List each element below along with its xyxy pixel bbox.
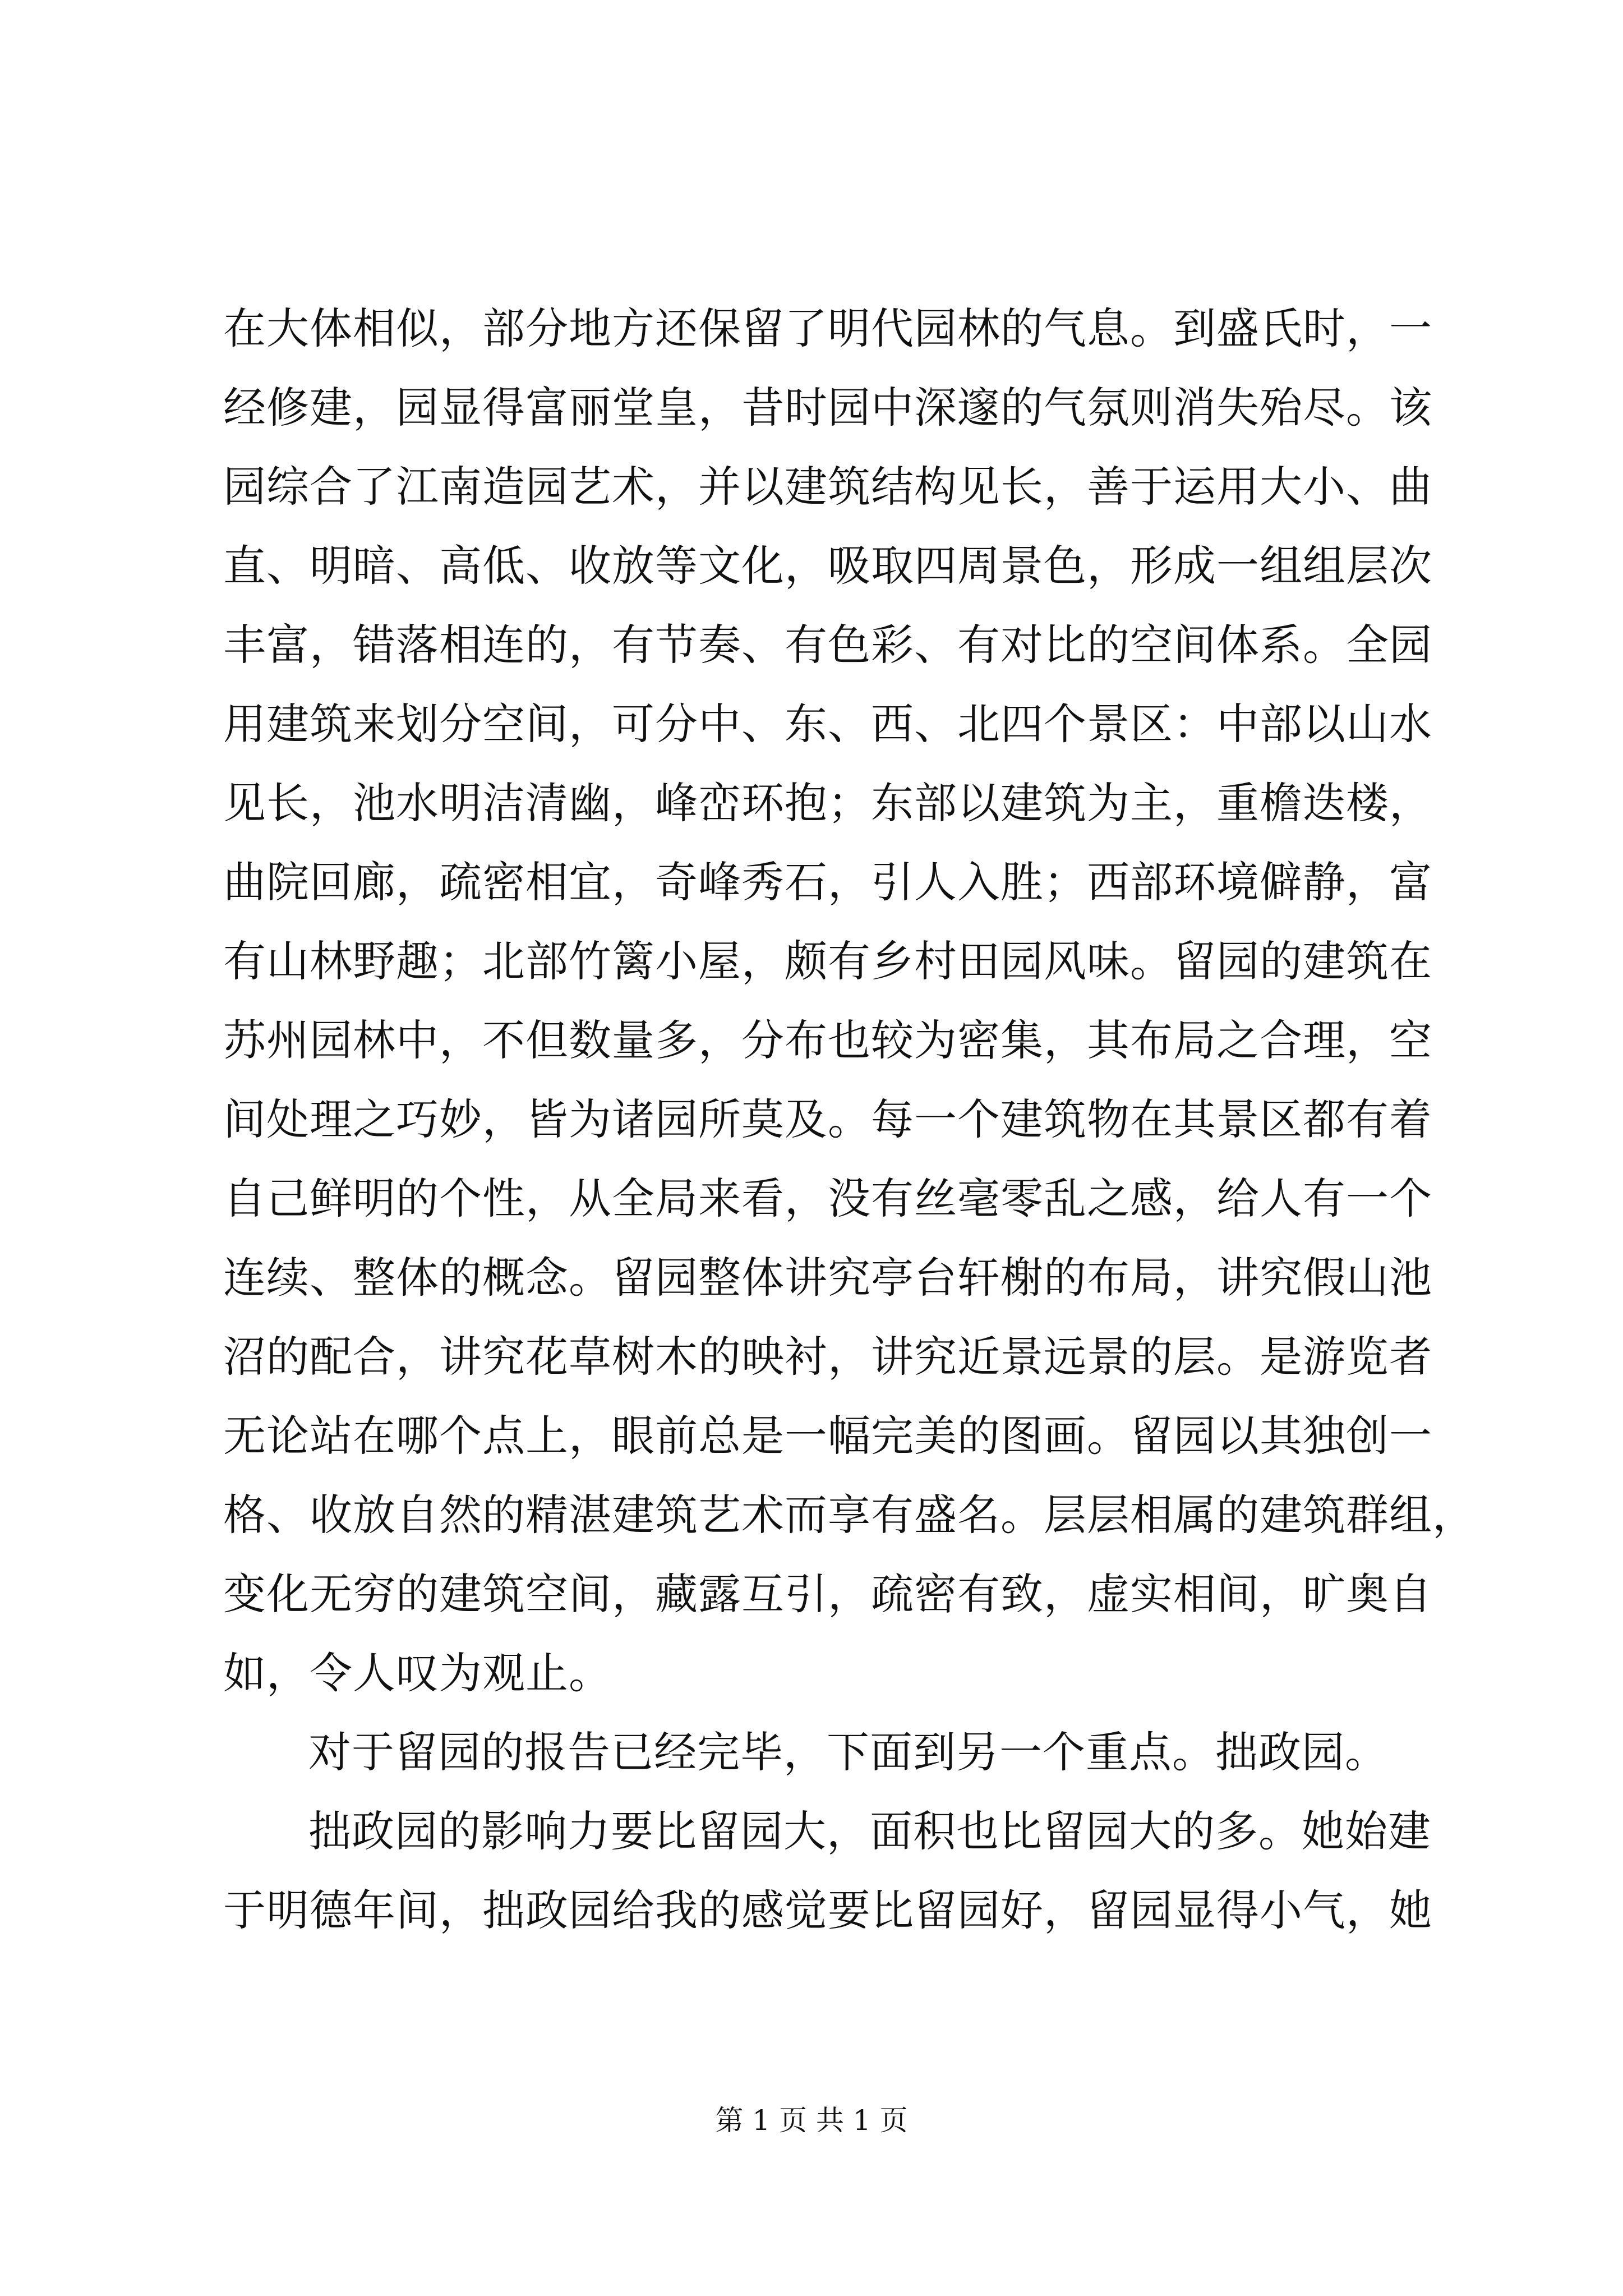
page-footer: 第 1 页 共 1 页 [715,2104,908,2137]
text-line: 对于留园的报告已经完毕，下面到另一个重点。拙政园。 [308,1727,1388,1777]
text-line: 苏州园林中，不但数量多，分布也较为密集，其布局之合理，空 [223,1015,1432,1065]
text-line: 经修建，园显得富丽堂皇，昔时园中深邃的气氛则消失殆尽。该 [223,383,1432,432]
text-line: 拙政园的影响力要比留园大，面积也比留园大的多。她始建 [308,1806,1431,1856]
text-line: 有山林野趣；北部竹篱小屋，颇有乡村田园风味。留园的建筑在 [223,936,1432,986]
text-line: 于明德年间，拙政园给我的感觉要比留园好，留园显得小气，她 [223,1885,1432,1935]
text-line: 丰富，错落相连的，有节奏、有色彩、有对比的空间体系。全园 [223,620,1432,670]
text-line: 无论站在哪个点上，眼前总是一幅完美的图画。留园以其独创一 [223,1411,1432,1461]
text-line: 如，令人叹为观止。 [223,1648,612,1698]
text-line: 曲院回廊，疏密相宜，奇峰秀石，引人入胜；西部环境僻静，富 [223,857,1432,907]
body-text [223,289,1476,1950]
text-line: 用建筑来划分空间，可分中、东、西、北四个景区：中部以山水 [223,699,1432,749]
text-line: 在大体相似，部分地方还保留了明代园林的气息。到盛氏时，一 [223,303,1432,353]
text-line: 格、收放自然的精湛建筑艺术而享有盛名。层层相属的建筑群组， [223,1490,1476,1540]
text-line: 自己鲜明的个性，从全局来看，没有丝毫零乱之感，给人有一个 [223,1174,1432,1223]
text-line: 沼的配合，讲究花草树木的映衬，讲究近景远景的层。是游览者 [223,1332,1432,1382]
text-line: 变化无穷的建筑空间，藏露互引，疏密有致，虚实相间，旷奥自 [223,1569,1432,1619]
text-line: 园综合了江南造园艺术，并以建筑结构见长，善于运用大小、曲 [223,462,1432,512]
text-line: 见长，池水明洁清幽，峰峦环抱；东部以建筑为主，重檐迭楼， [223,778,1432,828]
text-line: 直、明暗、高低、收放等文化，吸取四周景色，形成一组组层次 [223,541,1432,591]
text-line: 连续、整体的概念。留园整体讲究亭台轩榭的布局，讲究假山池 [223,1253,1432,1303]
text-line: 间处理之巧妙，皆为诸园所莫及。每一个建筑物在其景区都有着 [223,1094,1432,1144]
